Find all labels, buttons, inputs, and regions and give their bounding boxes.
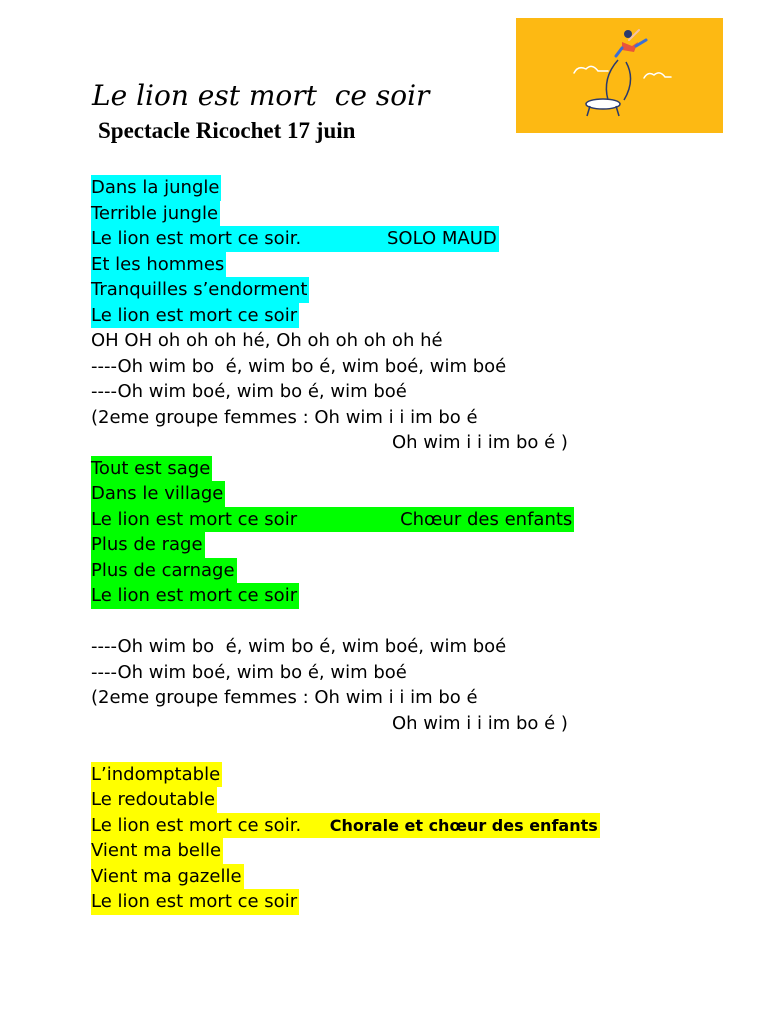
lyric-line: Terrible jungle <box>91 201 731 227</box>
song-subtitle: Spectacle Ricochet 17 juin <box>98 118 356 143</box>
illustration <box>516 18 723 133</box>
lyric-line: Plus de rage <box>91 532 731 558</box>
lyric-line: Tranquilles s’endorment <box>91 277 731 303</box>
chorus-line: ----Oh wim bo é, wim bo é, wim boé, wim boé <box>91 355 507 377</box>
lyrics <box>91 175 731 915</box>
lyric-line: Dans le village <box>91 481 731 507</box>
chorus-line: Oh wim i i im bo é ) <box>392 432 568 453</box>
lyric-line: Le lion est mort ce soir <box>91 303 731 329</box>
lyric-line: Le lion est mort ce soir <box>91 583 731 609</box>
chorus-line: ----Oh wim bo é, wim bo é, wim boé, wim boé <box>91 636 507 657</box>
blank-line <box>91 609 731 635</box>
lyric-line: Vient ma belle <box>91 838 731 864</box>
chorus-line: OH OH oh oh oh hé, Oh oh oh oh oh hé <box>91 330 443 351</box>
lyric-line-solo: Le lion est mort ce soir. SOLO MAUD <box>91 226 731 252</box>
lyric-line-chorale: Le lion est mort ce soir. Chorale et chœur des enfants <box>91 813 731 839</box>
chorus-line: ----Oh wim boé, wim bo é, wim boé <box>91 661 407 683</box>
lyric-line-choir: Le lion est mort ce soir Chœur des enfants <box>91 507 731 533</box>
chorus-line: Oh wim i i im bo é ) <box>392 712 568 734</box>
lyric-line: Vient ma gazelle <box>91 864 731 890</box>
lyric-line: Et les hommes <box>91 252 731 278</box>
lyric-line: L’indomptable <box>91 762 731 788</box>
blank-line <box>91 736 731 762</box>
lyric-line: Tout est sage <box>91 456 731 482</box>
performer-note: Chorale et chœur des enfants <box>329 815 598 835</box>
lyric-line: Le redoutable <box>91 787 731 813</box>
trampoline-jumper-icon <box>516 18 723 133</box>
lyric-line: Dans la jungle <box>91 175 731 201</box>
lyric-line: Le lion est mort ce soir <box>91 889 731 915</box>
song-title: Le lion est mort ce soir <box>92 79 430 112</box>
chorus-line: ----Oh wim boé, wim bo é, wim boé <box>91 381 407 402</box>
chorus-line: (2eme groupe femmes : Oh wim i i im bo é <box>91 406 478 428</box>
chorus-line: (2eme groupe femmes : Oh wim i i im bo é <box>91 687 478 708</box>
lyric-line: Plus de carnage <box>91 558 731 584</box>
